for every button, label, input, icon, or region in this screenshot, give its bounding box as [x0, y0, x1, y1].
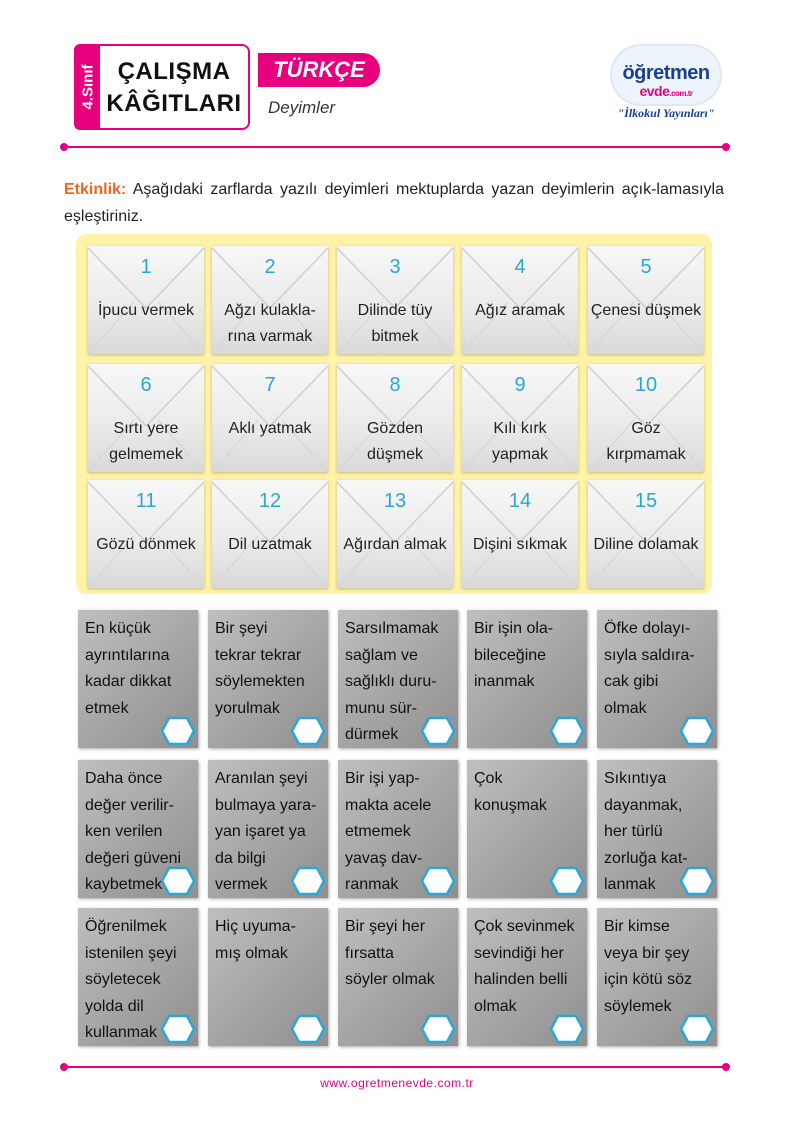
envelope-number: 5 — [640, 256, 652, 278]
letter-card — [338, 760, 458, 898]
answer-hexagon[interactable] — [549, 1014, 585, 1044]
grade-label: 4.Sınıf — [79, 64, 97, 110]
letter-card — [467, 908, 587, 1046]
envelope-1 — [88, 246, 204, 354]
envelope-number: 14 — [508, 490, 532, 512]
worksheet-title — [100, 44, 250, 130]
letter-meaning: Bir şeyi tekrar tekrar söylemekten yorulmak — [215, 620, 305, 717]
envelope-2 — [212, 246, 328, 354]
answer-hexagon[interactable] — [549, 866, 585, 896]
envelope-3 — [337, 246, 453, 354]
letter-meaning: Sıkıntıya dayanmak, her türlü zorluğa kat- lanmak — [604, 770, 688, 893]
envelope-number: 7 — [264, 374, 276, 396]
letter-meaning: Çok sevinmek sevindiği her halinden belli olmak — [474, 918, 575, 1015]
envelope-idiom: Aklı yatmak — [228, 420, 312, 437]
answer-hexagon[interactable] — [160, 866, 196, 896]
instruction-text: Aşağıdaki zarflarda yazılı deyimleri mektuplarda yazan deyimlerin açık-lamasıyla eşleştiriniz. — [64, 181, 724, 225]
answer-hexagon[interactable] — [290, 1014, 326, 1044]
envelope-9 — [462, 364, 578, 472]
logo-second: evde — [639, 83, 670, 99]
subject-label: TÜRKÇE — [258, 53, 380, 87]
answer-hexagon[interactable] — [420, 1014, 456, 1044]
logo-domain: .com.tr — [669, 89, 693, 98]
answer-hexagon[interactable] — [679, 1014, 715, 1044]
answer-hexagon[interactable] — [290, 866, 326, 896]
instruction-label: Etkinlik: — [64, 181, 127, 198]
title-line-1: ÇALIŞMA — [117, 58, 231, 85]
letter-meaning: Öğrenilmek istenilen şeyi söyletecek yolda dil kullanmak — [85, 918, 177, 1041]
letter-card — [78, 908, 198, 1046]
envelope-idiom: Göz kırpmamak — [606, 420, 686, 463]
logo-tagline: "İlkokul Yayınları" — [617, 106, 715, 120]
envelope-idiom: Gözü dönmek — [96, 536, 196, 553]
answer-hexagon[interactable] — [679, 716, 715, 746]
envelope-number: 3 — [389, 256, 401, 278]
letter-card — [338, 908, 458, 1046]
letter-card — [208, 908, 328, 1046]
letter-meaning: Daha önce değer verilir- ken verilen değeri güveni kaybetmek — [85, 770, 182, 893]
envelope-4 — [462, 246, 578, 354]
envelope-idiom: Kılı kırk yapmak — [491, 420, 549, 463]
answer-hexagon[interactable] — [160, 1014, 196, 1044]
letter-card — [78, 610, 198, 748]
envelope-7 — [212, 364, 328, 472]
letter-meaning: Sarsılmamak sağlam ve sağlıklı duru- munu sür- dürmek — [345, 620, 439, 743]
letter-meaning: Çok konuşmak — [474, 770, 547, 814]
publisher-logo — [604, 44, 728, 128]
envelope-6 — [88, 364, 204, 472]
envelope-idiom: Diline dolamak — [593, 536, 699, 553]
letter-meaning: Bir kimse veya bir şey için kötü söz söylemek — [604, 918, 693, 1015]
topic-label: Deyimler — [268, 98, 336, 117]
title-line-2: KÂĞITLARI — [106, 90, 242, 117]
letter-card — [467, 610, 587, 748]
logo-main: öğretmen — [622, 62, 710, 84]
envelope-idiom: Ağırdan almak — [343, 536, 447, 553]
grade-tab — [74, 44, 102, 130]
envelope-number: 9 — [514, 374, 526, 396]
envelope-8 — [337, 364, 453, 472]
envelope-idiom: Gözden düşmek — [366, 420, 424, 463]
envelope-number: 2 — [264, 256, 276, 278]
letter-meaning: Hiç uyuma- mış olmak — [215, 918, 296, 962]
envelope-idiom: Dilinde tüy bitmek — [357, 302, 433, 345]
letter-meaning: Öfke dolayı- sıyla saldıra- cak gibi olmak — [604, 620, 695, 717]
letter-meaning: Aranılan şeyi bulmaya yara- yan işaret ya da bilgi vermek — [215, 770, 317, 893]
answer-hexagon[interactable] — [290, 716, 326, 746]
footer-url: www.ogretmenevde.com.tr — [320, 1076, 474, 1090]
letter-card — [208, 760, 328, 898]
envelope-15 — [588, 480, 704, 588]
letter-card — [597, 908, 717, 1046]
letter-meaning: En küçük ayrıntılarına kadar dikkat etmek — [85, 620, 172, 717]
envelope-number: 15 — [634, 490, 658, 512]
envelope-idiom: Dil uzatmak — [228, 536, 312, 553]
envelope-13 — [337, 480, 453, 588]
letter-meaning: Bir işi yap- makta acele etmemek yavaş dav- ranmak — [345, 770, 432, 893]
envelope-10 — [588, 364, 704, 472]
envelope-number: 4 — [514, 256, 526, 278]
envelope-12 — [212, 480, 328, 588]
envelope-number: 1 — [140, 256, 152, 278]
envelope-number: 12 — [258, 490, 282, 512]
envelope-5 — [588, 246, 704, 354]
answer-hexagon[interactable] — [420, 716, 456, 746]
answer-hexagon[interactable] — [420, 866, 456, 896]
envelope-idiom: İpucu vermek — [97, 302, 195, 319]
letter-card — [597, 760, 717, 898]
letter-card — [78, 760, 198, 898]
envelope-idiom: Ağız aramak — [475, 302, 565, 319]
letter-meaning: Bir şeyi her fırsatta söyler olmak — [345, 918, 435, 988]
letter-card — [467, 760, 587, 898]
envelope-idiom: Ağzı kulakla-rına varmak — [224, 302, 316, 345]
envelope-number: 10 — [634, 374, 658, 396]
envelope-idiom: Çenesi düşmek — [590, 302, 702, 319]
logo-wordmark — [612, 62, 720, 100]
instruction — [64, 176, 724, 230]
envelope-11 — [88, 480, 204, 588]
footer-divider — [64, 1066, 726, 1068]
envelope-number: 6 — [140, 374, 152, 396]
letter-card — [597, 610, 717, 748]
letter-card — [208, 610, 328, 748]
envelope-idiom: Dişini sıkmak — [472, 536, 568, 553]
letter-meaning: Bir işin ola- bileceğine inanmak — [474, 620, 554, 690]
answer-hexagon[interactable] — [160, 716, 196, 746]
envelope-idiom: Sırtı yere gelmemek — [109, 420, 183, 463]
envelope-14 — [462, 480, 578, 588]
letter-card — [338, 610, 458, 748]
answer-hexagon[interactable] — [679, 866, 715, 896]
answer-hexagon[interactable] — [549, 716, 585, 746]
envelope-number: 11 — [135, 490, 157, 512]
envelope-number: 13 — [383, 490, 407, 512]
header-divider — [64, 146, 726, 148]
envelope-number: 8 — [389, 374, 401, 396]
